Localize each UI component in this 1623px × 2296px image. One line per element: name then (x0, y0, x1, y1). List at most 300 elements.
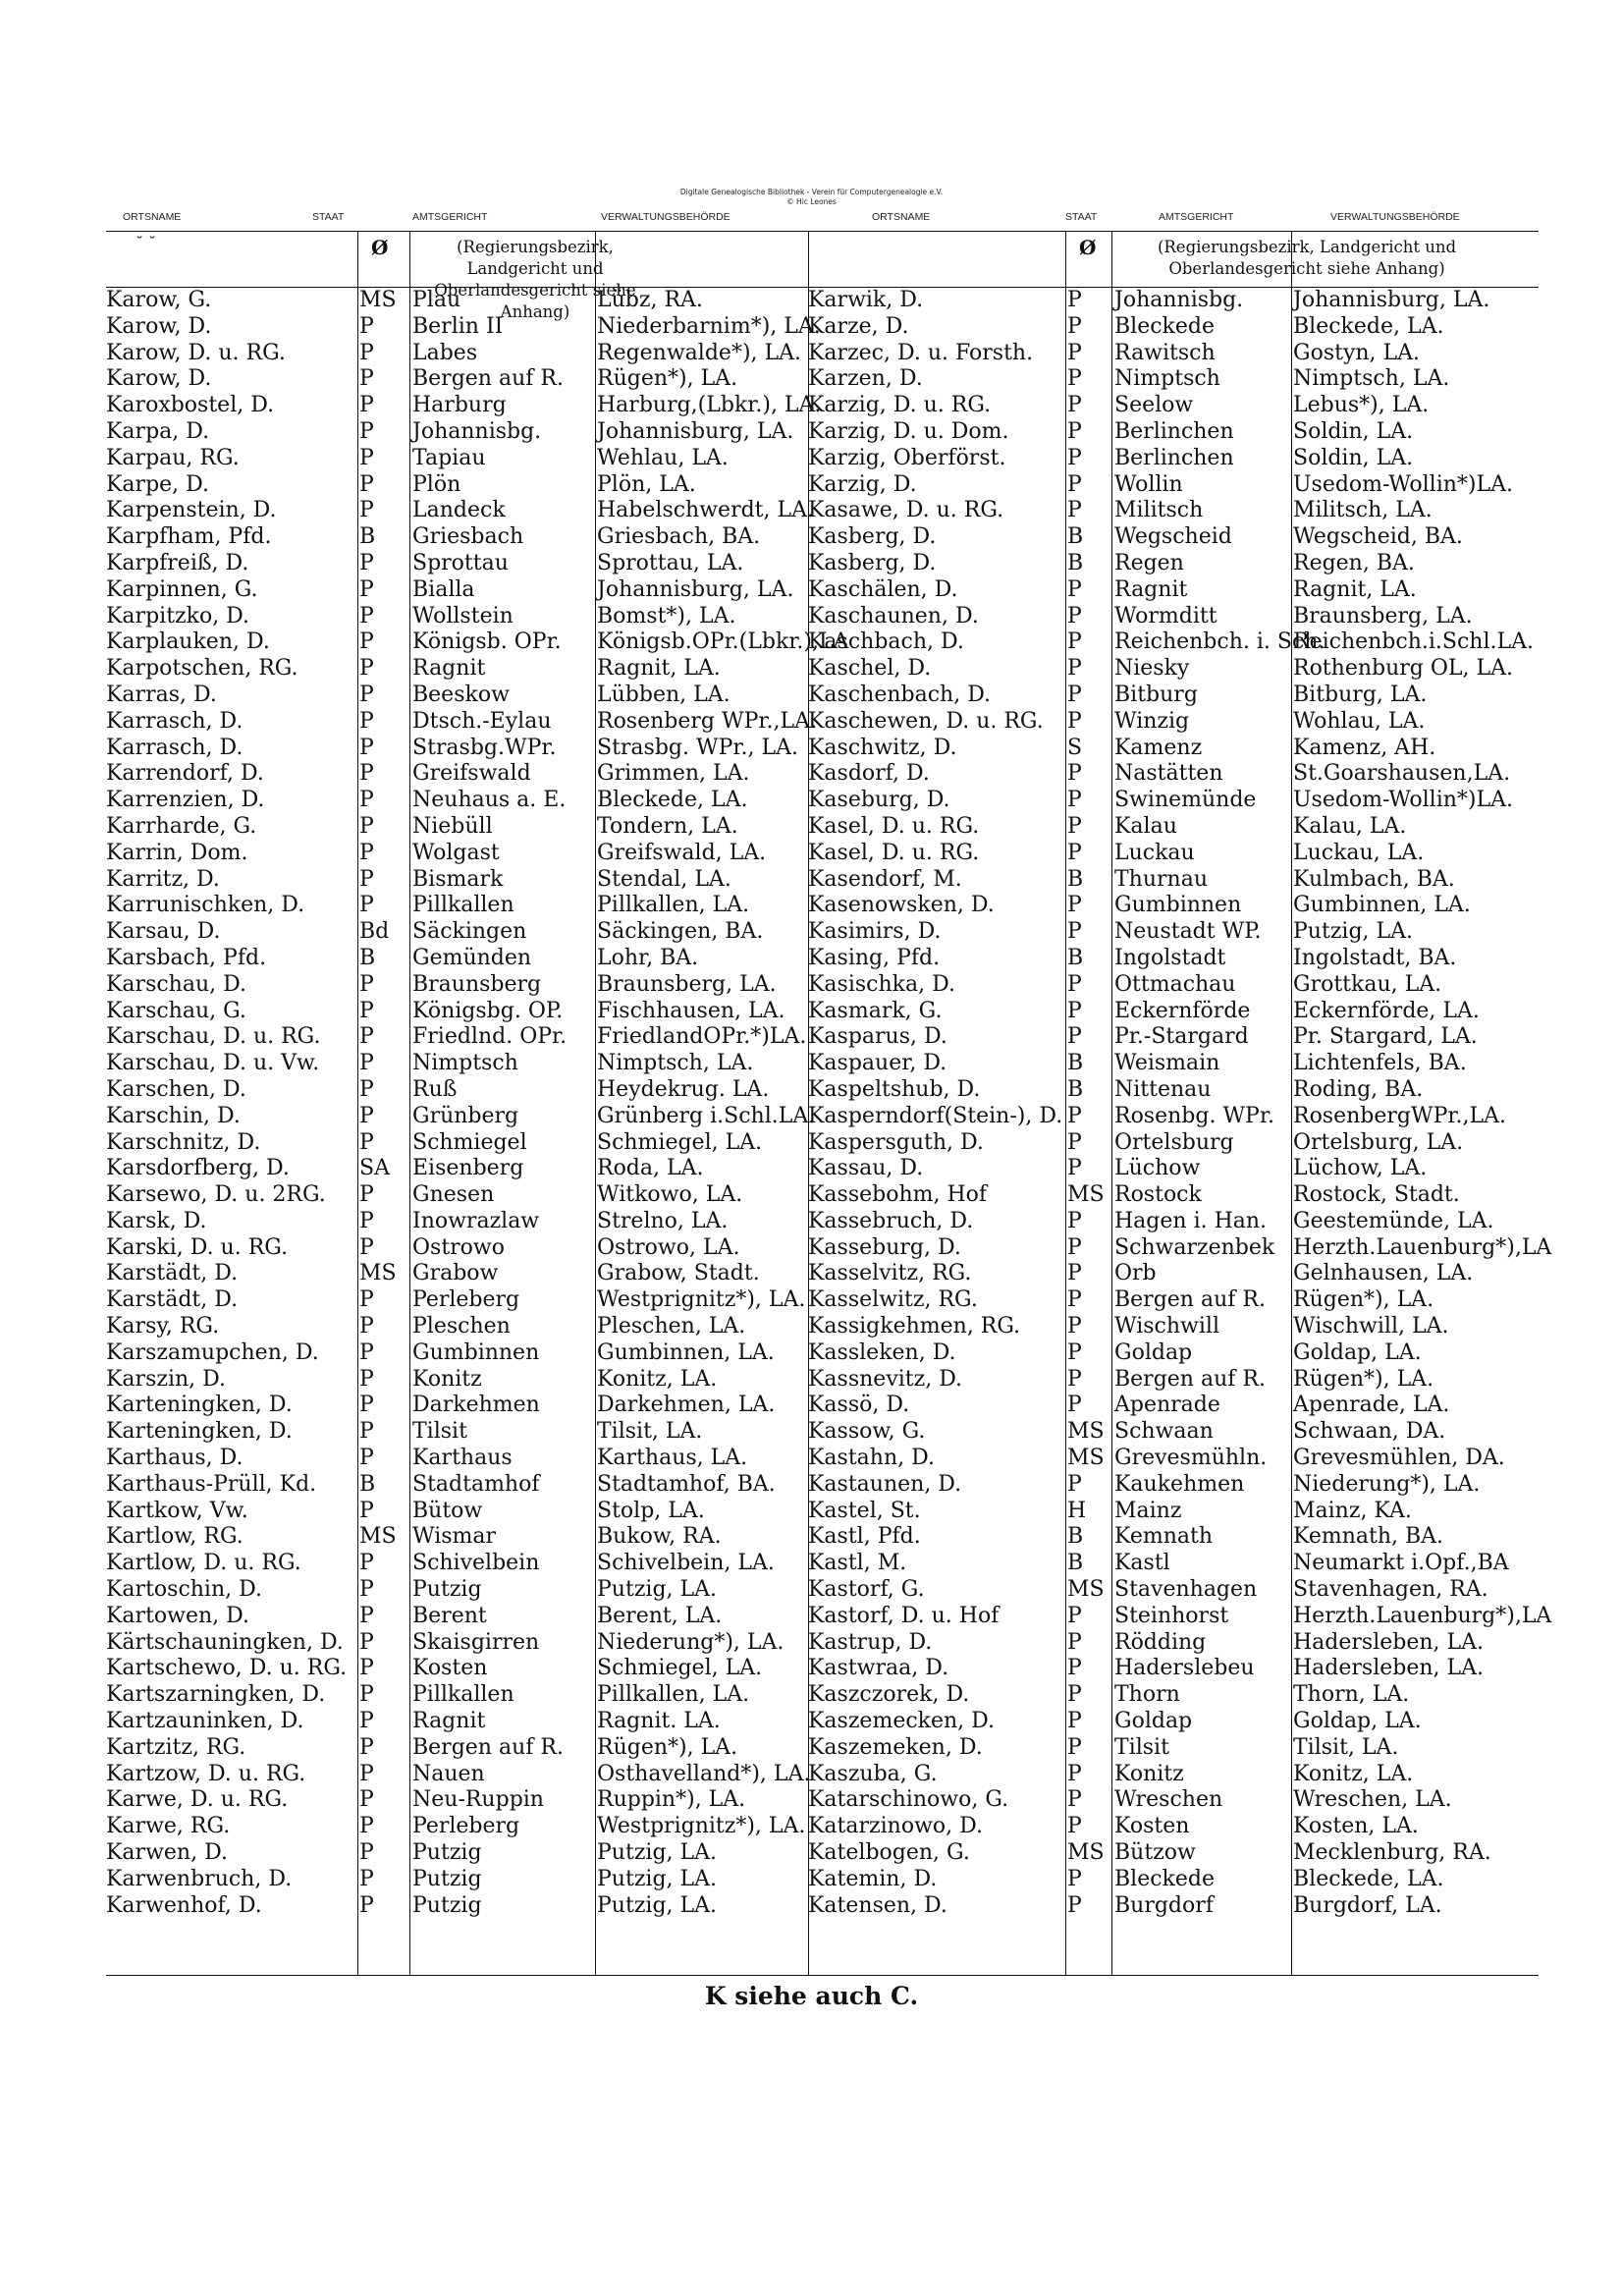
cell-ortsname: Kasperndorf(Stein-), D. (808, 1103, 1063, 1128)
cell-verwaltungsbehoerde: Westprignitz*), LA. (597, 1814, 806, 1839)
cell-staat: P (359, 1629, 374, 1655)
cell-staat: P (359, 813, 374, 839)
cell-ortsname: Kasselwitz, RG. (808, 1287, 978, 1313)
cell-verwaltungsbehoerde: Kamenz, AH. (1293, 735, 1436, 760)
cell-verwaltungsbehoerde: Braunsberg, LA. (1293, 603, 1473, 629)
table-row (808, 1287, 1539, 1314)
cell-verwaltungsbehoerde: Grottkau, LA. (1293, 971, 1442, 997)
table-row (808, 604, 1539, 630)
cell-verwaltungsbehoerde: Westprignitz*), LA. (597, 1287, 806, 1313)
table-row (106, 1551, 837, 1577)
cell-ortsname: Kasdorf, D. (808, 761, 930, 787)
cell-verwaltungsbehoerde: Lübben, LA. (597, 682, 730, 707)
cell-ortsname: Karpe, D. (106, 471, 210, 497)
table-row (106, 1604, 837, 1630)
header-verwaltung-left: VERWALTUNGSBEHÖRDE (601, 211, 730, 223)
cell-staat: P (359, 393, 374, 418)
cell-ortsname: Karsy, RG. (106, 1314, 220, 1339)
cell-verwaltungsbehoerde: Sprottau, LA. (597, 550, 744, 575)
cell-verwaltungsbehoerde: Kemnath, BA. (1293, 1524, 1444, 1550)
cell-staat: P (1067, 788, 1082, 813)
table-row (808, 1156, 1539, 1182)
cell-amtsgericht: Rödding (1114, 1629, 1207, 1655)
cell-ortsname: Kartzitz, RG. (106, 1734, 246, 1760)
cell-amtsgericht: Regen (1114, 550, 1184, 575)
cell-amtsgericht: Haderslebeu (1114, 1656, 1255, 1681)
table-row (808, 288, 1539, 314)
cell-amtsgericht: Niesky (1114, 656, 1190, 682)
cell-staat: P (359, 1024, 374, 1050)
table-row (808, 656, 1539, 683)
table-row (106, 1787, 837, 1814)
cell-verwaltungsbehoerde: Witkowo, LA. (597, 1182, 743, 1208)
cell-verwaltungsbehoerde: Usedom-Wollin*)LA. (1293, 788, 1513, 813)
cell-amtsgericht: Bütow (412, 1498, 483, 1523)
cell-staat: B (359, 524, 376, 550)
table-row (106, 1340, 837, 1367)
cell-verwaltungsbehoerde: Herzth.Lauenburg*),LA (1293, 1603, 1552, 1628)
cell-verwaltungsbehoerde: Lebus*), LA. (1293, 393, 1430, 418)
cell-ortsname: Karstädt, D. (106, 1261, 239, 1286)
table-row (106, 656, 837, 683)
cell-verwaltungsbehoerde: Wohlau, LA. (1293, 708, 1426, 734)
cell-verwaltungsbehoerde: Nimptsch, LA. (597, 1051, 754, 1076)
cell-amtsgericht: Nauen (412, 1761, 485, 1786)
cell-verwaltungsbehoerde: Rothenburg OL, LA. (1293, 656, 1513, 682)
cell-ortsname: Kaschenbach, D. (808, 682, 992, 707)
cell-ortsname: Kastorf, D. u. Hof (808, 1603, 1000, 1628)
cell-verwaltungsbehoerde: Tilsit, LA. (1293, 1734, 1399, 1760)
cell-staat: P (359, 498, 374, 523)
cell-amtsgericht: Neuhaus a. E. (412, 788, 567, 813)
table-row (106, 551, 837, 577)
cell-ortsname: Karstädt, D. (106, 1287, 239, 1313)
cell-ortsname: Karpfham, Pfd. (106, 524, 272, 550)
cell-staat: P (359, 971, 374, 997)
cell-verwaltungsbehoerde: Pr. Stargard, LA. (1293, 1024, 1478, 1050)
table-row (808, 1367, 1539, 1394)
table-row (106, 498, 837, 524)
cell-verwaltungsbehoerde: Wehlau, LA. (597, 445, 729, 470)
cell-staat: P (359, 1287, 374, 1313)
cell-amtsgericht: Harburg (412, 393, 507, 418)
cell-amtsgericht: Friedlnd. OPr. (412, 1024, 568, 1050)
table-row (808, 1762, 1539, 1788)
cell-ortsname: Kärtschauningken, D. (106, 1629, 344, 1655)
cell-staat: P (1067, 998, 1082, 1023)
cell-ortsname: Karschau, D. u. RG. (106, 1024, 321, 1050)
cell-staat: P (359, 1366, 374, 1392)
cell-staat: P (359, 366, 374, 392)
watermark-line-2: © Hic Leones (786, 197, 837, 206)
cell-verwaltungsbehoerde: Kalau, LA. (1293, 813, 1407, 839)
cell-staat: P (1067, 1103, 1082, 1128)
cell-verwaltungsbehoerde: Usedom-Wollin*)LA. (1293, 471, 1513, 497)
cell-staat: P (359, 1709, 374, 1734)
header-ortsname-right: ORTSNAME (872, 211, 931, 223)
table-row (808, 1130, 1539, 1157)
cell-verwaltungsbehoerde: Wreschen, LA. (1293, 1787, 1452, 1813)
cell-amtsgericht: Bialla (412, 576, 475, 602)
cell-staat: P (1067, 418, 1082, 444)
cell-staat: P (1067, 1024, 1082, 1050)
cell-verwaltungsbehoerde: Rügen*), LA. (597, 366, 738, 392)
cell-staat: P (1067, 603, 1082, 629)
cell-staat: P (1067, 471, 1082, 497)
cell-amtsgericht: Rawitsch (1114, 340, 1216, 365)
subheader-note-line1: (Regierungsbezirk, Landgericht und (1157, 238, 1457, 256)
cell-verwaltungsbehoerde: Reichenbch.i.Schl.LA. (1293, 629, 1534, 655)
cell-amtsgericht: Luckau (1114, 840, 1195, 865)
staat-symbol: Ø (371, 236, 389, 259)
cell-amtsgericht: Grabow (412, 1261, 499, 1286)
cell-staat: P (1067, 576, 1082, 602)
cell-ortsname: Kasberg, D. (808, 550, 937, 575)
cell-amtsgericht: Ruß (412, 1076, 458, 1102)
cell-staat: P (359, 1446, 374, 1471)
table-row (106, 1419, 837, 1446)
cell-verwaltungsbehoerde: Hadersleben, LA. (1293, 1656, 1485, 1681)
table-row (808, 1024, 1539, 1051)
staat-symbol: Ø (1079, 236, 1097, 259)
cell-ortsname: Karszamupchen, D. (106, 1339, 319, 1365)
cell-ortsname: Karzig, D. u. RG. (808, 393, 992, 418)
table-row (808, 1499, 1539, 1525)
cell-verwaltungsbehoerde: Konitz, LA. (1293, 1761, 1414, 1786)
cell-ortsname: Karrharde, G. (106, 813, 257, 839)
cell-staat: P (359, 708, 374, 734)
cell-ortsname: Karpenstein, D. (106, 498, 277, 523)
table-row (106, 1104, 837, 1130)
table-row (106, 1367, 837, 1394)
table-row (808, 893, 1539, 919)
cell-staat: P (359, 445, 374, 470)
cell-ortsname: Karzen, D. (808, 366, 923, 392)
cell-amtsgericht: Johannisbg. (412, 418, 542, 444)
table-row (106, 1182, 837, 1209)
cell-staat: H (1067, 1498, 1087, 1523)
cell-amtsgericht: Neu-Ruppin (412, 1787, 544, 1813)
cell-staat: P (359, 1076, 374, 1102)
header-verwaltung-right: VERWALTUNGSBEHÖRDE (1330, 211, 1460, 223)
cell-staat: P (1067, 1287, 1082, 1313)
cell-verwaltungsbehoerde: Militsch, LA. (1293, 498, 1433, 523)
cell-staat: S (1067, 735, 1083, 760)
cell-ortsname: Karras, D. (106, 682, 217, 707)
cell-verwaltungsbehoerde: Schivelbein, LA. (597, 1551, 775, 1576)
cell-staat: P (359, 788, 374, 813)
cell-amtsgericht: Reichenbch. i. Sch. (1114, 629, 1325, 655)
cell-verwaltungsbehoerde: Regenwalde*), LA. (597, 340, 802, 365)
cell-staat: P (1067, 840, 1082, 865)
table-row (808, 1682, 1539, 1709)
cell-verwaltungsbehoerde: Goldap, LA. (1293, 1709, 1422, 1734)
cell-verwaltungsbehoerde: Pleschen, LA. (597, 1314, 746, 1339)
cell-staat: P (1067, 971, 1082, 997)
cell-amtsgericht: Grevesmühln. (1114, 1446, 1268, 1471)
cell-verwaltungsbehoerde: Königsb.OPr.(Lbkr.),LA (597, 629, 849, 655)
cell-verwaltungsbehoerde: Bukow, RA. (597, 1524, 722, 1550)
cell-ortsname: Karpinnen, G. (106, 576, 258, 602)
cell-amtsgericht: Schivelbein (412, 1551, 540, 1576)
cell-verwaltungsbehoerde: Grimmen, LA. (597, 761, 750, 787)
table-row (106, 341, 837, 367)
table-row (106, 709, 837, 736)
cell-ortsname: Karow, D. u. RG. (106, 340, 286, 365)
cell-amtsgericht: Goldap (1114, 1709, 1193, 1734)
table-row (106, 524, 837, 551)
cell-ortsname: Kaspersguth, D. (808, 1129, 984, 1155)
cell-verwaltungsbehoerde: Lichtenfels, BA. (1293, 1051, 1467, 1076)
cell-ortsname: Kastaunen, D. (808, 1471, 962, 1497)
table-row (106, 1524, 837, 1551)
table-row (808, 314, 1539, 341)
table-row (808, 1735, 1539, 1762)
table-row (808, 1182, 1539, 1209)
cell-verwaltungsbehoerde: Rügen*), LA. (1293, 1366, 1434, 1392)
cell-ortsname: Karski, D. u. RG. (106, 1234, 289, 1260)
cell-staat: P (1067, 1339, 1082, 1365)
cell-amtsgericht: Rostock (1114, 1182, 1202, 1208)
header-amtsgericht-right: AMTSGERICHT (1159, 211, 1234, 223)
table-row (808, 1814, 1539, 1840)
table-row (808, 1577, 1539, 1604)
table-row (106, 1130, 837, 1157)
cell-staat: P (1067, 1866, 1082, 1891)
cell-ortsname: Kasselvitz, RG. (808, 1261, 972, 1286)
cell-amtsgericht: Wreschen (1114, 1787, 1223, 1813)
cell-verwaltungsbehoerde: Bleckede, LA. (1293, 313, 1444, 339)
cell-staat: P (359, 1498, 374, 1523)
cell-staat: MS (1067, 1446, 1105, 1471)
cell-verwaltungsbehoerde: Eckernförde, LA. (1293, 998, 1480, 1023)
cell-staat: P (1067, 893, 1082, 918)
cell-ortsname: Karschnitz, D. (106, 1129, 261, 1155)
cell-staat: P (359, 1314, 374, 1339)
cell-staat: P (1067, 1208, 1082, 1233)
cell-ortsname: Karwe, D. u. RG. (106, 1787, 289, 1813)
cell-verwaltungsbehoerde: Putzig, LA. (597, 1577, 717, 1603)
cell-ortsname: Kasseburg, D. (808, 1234, 961, 1260)
table-row (106, 472, 837, 499)
cell-staat: B (1067, 1076, 1084, 1102)
table-row (808, 341, 1539, 367)
cell-verwaltungsbehoerde: Berent, LA. (597, 1603, 723, 1628)
cell-amtsgericht: Wolgast (412, 840, 500, 865)
cell-amtsgericht: Eckernförde (1114, 998, 1251, 1023)
cell-staat: P (359, 1339, 374, 1365)
table-row (106, 1893, 837, 1920)
cell-staat: P (1067, 761, 1082, 787)
cell-verwaltungsbehoerde: Stolp, LA. (597, 1498, 705, 1523)
cell-ortsname: Kasel, D. u. RG. (808, 840, 980, 865)
table-row (808, 1603, 1552, 1630)
table-row (106, 1840, 837, 1867)
cell-staat: B (359, 1471, 376, 1497)
cell-verwaltungsbehoerde: Ostrowo, LA. (597, 1234, 740, 1260)
table-row (106, 1051, 837, 1077)
cell-staat: P (1067, 288, 1082, 312)
table-row (106, 1287, 837, 1314)
cell-verwaltungsbehoerde: Kulmbach, BA. (1293, 866, 1455, 892)
cell-amtsgericht: Ottmachau (1114, 971, 1236, 997)
cell-ortsname: Kartoschin, D. (106, 1577, 262, 1603)
table-row (808, 1472, 1539, 1499)
cell-staat: P (359, 1761, 374, 1786)
cell-ortsname: Karzec, D. u. Forsth. (808, 340, 1034, 365)
cell-verwaltungsbehoerde: Schmiegel, LA. (597, 1129, 763, 1155)
table-row (106, 577, 837, 604)
cell-amtsgericht: Schwaan (1114, 1419, 1214, 1445)
cell-ortsname: Kassebruch, D. (808, 1208, 974, 1233)
cell-staat: P (359, 1682, 374, 1708)
cell-ortsname: Karwenhof, D. (106, 1892, 262, 1918)
cell-ortsname: Karpotschen, RG. (106, 656, 298, 682)
cell-verwaltungsbehoerde: Putzig, LA. (597, 1840, 717, 1866)
table-row (808, 629, 1539, 656)
cell-staat: P (1067, 1656, 1082, 1681)
cell-staat: P (1067, 1682, 1082, 1708)
cell-verwaltungsbehoerde: Pillkallen, LA. (597, 1682, 750, 1708)
table-row (808, 972, 1539, 999)
cell-ortsname: Karsk, D. (106, 1208, 207, 1233)
table-row (106, 761, 837, 788)
cell-verwaltungsbehoerde: St.Goarshausen,LA. (1293, 761, 1511, 787)
cell-verwaltungsbehoerde: Geestemünde, LA. (1293, 1208, 1494, 1233)
cell-verwaltungsbehoerde: Regen, BA. (1293, 550, 1415, 575)
cell-staat: P (359, 1129, 374, 1155)
cell-ortsname: Karschau, D. u. Vw. (106, 1051, 320, 1076)
cell-verwaltungsbehoerde: Mecklenburg, RA. (1293, 1840, 1491, 1866)
cell-verwaltungsbehoerde: Griesbach, BA. (597, 524, 761, 550)
cell-verwaltungsbehoerde: Grevesmühlen, DA. (1293, 1446, 1505, 1471)
table-row (808, 1393, 1539, 1419)
cell-staat: P (359, 1182, 374, 1208)
cell-staat: MS (359, 288, 397, 312)
table-row (808, 1709, 1539, 1735)
table-row (808, 446, 1539, 472)
cell-staat: MS (359, 1261, 397, 1286)
cell-staat: P (359, 1208, 374, 1233)
cell-ortsname: Karpa, D. (106, 418, 210, 444)
cell-staat: P (1067, 1129, 1082, 1155)
cell-ortsname: Karpitzko, D. (106, 603, 250, 629)
cell-verwaltungsbehoerde: Tilsit, LA. (597, 1419, 703, 1445)
table-row (808, 761, 1539, 788)
cell-verwaltungsbehoerde: Braunsberg, LA. (597, 971, 777, 997)
cell-amtsgericht: Mainz (1114, 1498, 1182, 1523)
cell-ortsname: Kartszarningken, D. (106, 1682, 326, 1708)
cell-verwaltungsbehoerde: Osthavelland*), LA. (597, 1761, 811, 1786)
cell-staat: P (1067, 629, 1082, 655)
cell-staat: P (359, 1551, 374, 1576)
cell-ortsname: Kastel, St. (808, 1498, 921, 1523)
cell-ortsname: Karrasch, D. (106, 708, 243, 734)
cell-ortsname: Kassnevitz, D. (808, 1366, 963, 1392)
cell-ortsname: Kartowen, D. (106, 1603, 250, 1628)
cell-amtsgericht: Säckingen (412, 919, 527, 945)
table-row (106, 867, 837, 894)
cell-ortsname: Karsbach, Pfd. (106, 945, 267, 970)
table-row (808, 867, 1539, 894)
cell-amtsgericht: Wormditt (1114, 603, 1217, 629)
cell-verwaltungsbehoerde: Neumarkt i.Opf.,BA (1293, 1551, 1509, 1576)
cell-staat: P (1067, 1734, 1082, 1760)
cell-staat: P (1067, 1892, 1082, 1918)
cell-ortsname: Karwe, RG. (106, 1814, 231, 1839)
cell-ortsname: Katensen, D. (808, 1892, 947, 1918)
cell-ortsname: Kaschwitz, D. (808, 735, 957, 760)
table-row (106, 1314, 837, 1340)
cell-amtsgericht: Wischwill (1114, 1314, 1219, 1339)
cell-ortsname: Karow, D. (106, 366, 212, 392)
cell-verwaltungsbehoerde: Apenrade, LA. (1293, 1393, 1450, 1418)
cell-ortsname: Karow, D. (106, 313, 212, 339)
cell-amtsgericht: Grünberg (412, 1103, 519, 1128)
cell-amtsgericht: Königsbg. OP. (412, 998, 564, 1023)
cell-amtsgericht: Johannisbg. (1114, 288, 1244, 312)
cell-amtsgericht: Konitz (412, 1366, 482, 1392)
cell-amtsgericht: Kemnath (1114, 1524, 1214, 1550)
cell-ortsname: Karrenzien, D. (106, 788, 265, 813)
cell-amtsgericht: Bleckede (1114, 1866, 1215, 1891)
cell-amtsgericht: Rosenbg. WPr. (1114, 1103, 1274, 1128)
right-table-body (808, 288, 1552, 1976)
cell-ortsname: Kaschewen, D. u. RG. (808, 708, 1044, 734)
cell-amtsgericht: Kosten (412, 1656, 488, 1681)
table-row (808, 1656, 1539, 1682)
cell-verwaltungsbehoerde: Niederbarnim*), LA. (597, 313, 821, 339)
cell-amtsgericht: Labes (412, 340, 478, 365)
cell-verwaltungsbehoerde: Lüchow, LA. (1293, 1156, 1428, 1181)
cell-verwaltungsbehoerde: Herzth.Lauenburg*),LA (1293, 1234, 1552, 1260)
table-row (106, 1209, 837, 1235)
cell-amtsgericht: Ingolstadt (1114, 945, 1226, 970)
cell-amtsgericht: Stadtamhof (412, 1471, 540, 1497)
cell-ortsname: Karpfreiß, D. (106, 550, 249, 575)
cell-amtsgericht: Hagen i. Han. (1114, 1208, 1268, 1233)
cell-amtsgericht: Berent (412, 1603, 487, 1628)
cell-staat: P (1067, 1314, 1082, 1339)
table-row (808, 946, 1539, 972)
cell-verwaltungsbehoerde: Pillkallen, LA. (597, 893, 750, 918)
header-amtsgericht-left: AMTSGERICHT (412, 211, 488, 223)
cell-verwaltungsbehoerde: Säckingen, BA. (597, 919, 764, 945)
cell-ortsname: Kasenowsken, D. (808, 893, 995, 918)
cell-verwaltungsbehoerde: Rostock, Stadt. (1293, 1182, 1460, 1208)
cell-verwaltungsbehoerde: Gelnhausen, LA. (1293, 1261, 1474, 1286)
cell-amtsgericht: Perleberg (412, 1814, 520, 1839)
table-row (106, 1682, 837, 1709)
table-row (106, 1577, 837, 1604)
table-row (106, 1867, 837, 1893)
cell-ortsname: Karschen, D. (106, 1076, 246, 1102)
cell-amtsgericht: Neustadt WP. (1114, 919, 1262, 945)
table-row (808, 1630, 1539, 1657)
cell-ortsname: Kassow, G. (808, 1419, 926, 1445)
cell-staat: B (1067, 1551, 1084, 1576)
cell-verwaltungsbehoerde: Habelschwerdt, LA. (597, 498, 814, 523)
cell-amtsgericht: Braunsberg (412, 971, 542, 997)
table-row (808, 1340, 1539, 1367)
cell-ortsname: Karze, D. (808, 313, 909, 339)
cell-ortsname: Karschau, D. (106, 971, 246, 997)
cell-amtsgericht: Ragnit (1114, 576, 1188, 602)
cell-amtsgericht: Wismar (412, 1524, 497, 1550)
cell-staat: P (1067, 1234, 1082, 1260)
cell-amtsgericht: Plön (412, 471, 461, 497)
cell-amtsgericht: Tilsit (1114, 1734, 1169, 1760)
